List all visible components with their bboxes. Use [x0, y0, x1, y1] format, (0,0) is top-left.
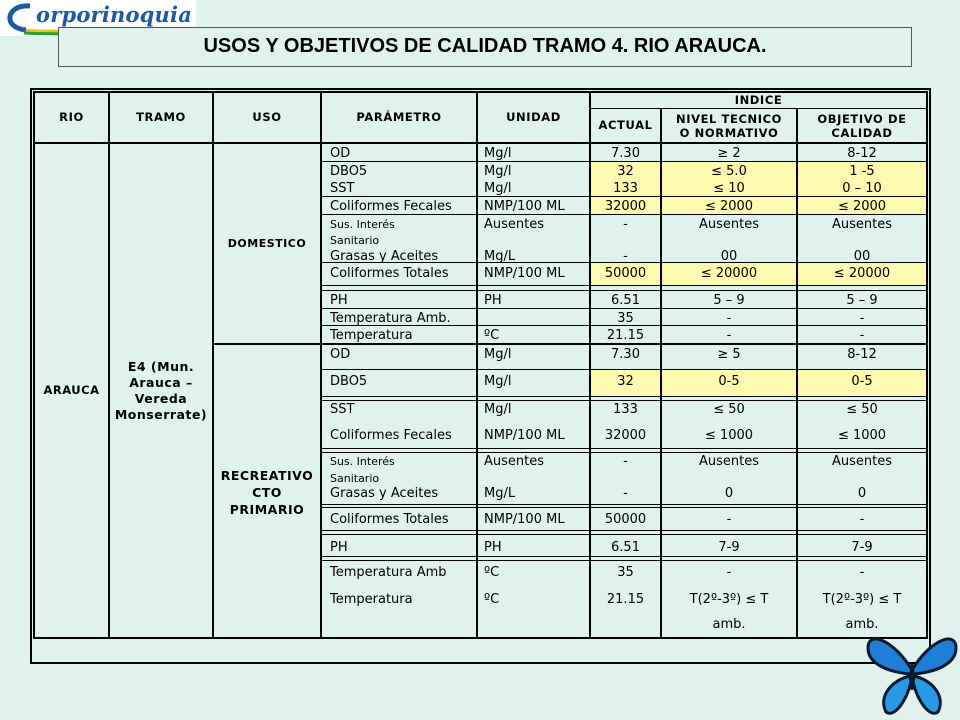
recreativo-cell-p: Sanitario — [330, 472, 380, 485]
recreativo-cell-u: PH — [484, 540, 502, 555]
domestico-cell-a: 32000 — [604, 199, 647, 214]
recreativo-cell-n: Ausentes — [698, 454, 759, 469]
title-box — [58, 27, 912, 67]
header-nivel-line1: NIVEL TECNICO — [675, 111, 783, 126]
header-unidad: UNIDAD — [506, 110, 561, 124]
domestico-cell-p: OD — [330, 146, 351, 161]
recreativo-cell-o: 7-9 — [851, 540, 873, 555]
domestico-cell-a: - — [623, 217, 628, 232]
domestico-cell-o: 8-12 — [847, 146, 877, 161]
domestico-cell-n: ≤ 5.0 — [711, 164, 747, 179]
recreativo-cell-o: 0 — [857, 486, 867, 501]
recreativo-cell-a: 50000 — [604, 512, 647, 527]
page-title: USOS Y OBJETIVOS DE CALIDAD TRAMO 4. RIO ARAUCA. — [203, 35, 767, 57]
domestico-cell-o: ≤ 2000 — [837, 199, 887, 214]
grid-line — [320, 452, 926, 453]
recreativo-cell-p: Temperatura — [330, 592, 413, 607]
recreativo-cell-n: ≥ 5 — [717, 347, 741, 362]
domestico-cell-a: 6.51 — [611, 293, 640, 308]
domestico-cell-n: ≤ 10 — [713, 181, 745, 196]
grid-line — [320, 504, 926, 505]
header-objetivo — [798, 109, 926, 142]
grid-line — [320, 556, 926, 557]
domestico-cell-p: Sanitario — [330, 234, 380, 247]
grid-line — [320, 285, 926, 286]
domestico-cell-u: PH — [484, 293, 502, 308]
domestico-cell-o: 0 – 10 — [842, 181, 882, 196]
domestico-cell-p: Coliformes Fecales — [330, 199, 452, 214]
recreativo-cell-o: T(2º-3º) ≤ T — [822, 592, 902, 607]
recreativo-cell-p: Grasas y Aceites — [330, 486, 439, 501]
recreativo-cell-u: ºC — [484, 592, 500, 607]
tramo-line: Arauca – — [129, 375, 193, 390]
recreativo-cell-a: 6.51 — [611, 540, 640, 555]
logo-text: orporinoquia — [36, 2, 193, 27]
domestico-cell-n: 00 — [720, 249, 738, 264]
grid-line — [320, 507, 926, 508]
grid-line — [320, 560, 926, 561]
grid-line — [212, 343, 926, 345]
domestico-cell-u: Ausentes — [484, 217, 545, 232]
recreativo-cell-a: 32 — [617, 374, 634, 389]
recreativo-cell-p: OD — [330, 347, 351, 362]
recreativo-cell-p: Temperatura Amb — [330, 565, 447, 580]
grid-line — [320, 530, 926, 531]
recreativo-cell-n: 0 — [724, 486, 734, 501]
uso-recreativo-line: PRIMARIO — [229, 502, 305, 517]
domestico-cell-n: Ausentes — [698, 217, 759, 232]
recreativo-cell-u: Mg/l — [484, 347, 512, 362]
domestico-cell-u: Mg/l — [484, 164, 512, 179]
recreativo-cell-n: ≤ 50 — [713, 402, 745, 417]
recreativo-cell-o: ≤ 50 — [846, 402, 878, 417]
header-uso: USO — [252, 110, 282, 124]
domestico-cell-n: ≥ 2 — [717, 146, 741, 161]
uso-recreativo — [214, 467, 320, 518]
recreativo-cell-n: 0-5 — [718, 374, 740, 389]
domestico-cell-n: ≤ 20000 — [700, 266, 758, 281]
domestico-cell-o: 5 – 9 — [846, 293, 878, 308]
domestico-cell-a: - — [623, 249, 628, 264]
recreativo-cell-a: 21.15 — [606, 592, 645, 607]
recreativo-cell-u: Mg/l — [484, 374, 512, 389]
recreativo-cell-u: Ausentes — [484, 454, 545, 469]
grid-line — [320, 214, 926, 215]
header-rio: RIO — [59, 110, 84, 124]
recreativo-cell-n: - — [726, 512, 732, 527]
domestico-cell-o: Ausentes — [831, 217, 892, 232]
grid-line — [320, 290, 926, 291]
recreativo-cell-u: Mg/L — [484, 486, 516, 501]
header-nivel — [662, 109, 796, 142]
grid-line — [320, 448, 926, 449]
recreativo-cell-o: Ausentes — [831, 454, 892, 469]
recreativo-cell-a: 32000 — [604, 428, 647, 443]
domestico-cell-a: 7.30 — [611, 146, 640, 161]
domestico-cell-n: - — [726, 328, 732, 343]
grid-line — [320, 161, 926, 162]
domestico-cell-u: ºC — [484, 328, 500, 343]
recreativo-cell-p: Coliformes Fecales — [330, 428, 452, 443]
domestico-cell-a: 133 — [613, 181, 638, 196]
header-indice: INDICE — [734, 93, 783, 107]
domestico-cell-p: Coliformes Totales — [330, 266, 449, 281]
tramo-line: E4 (Mun. — [127, 359, 195, 374]
domestico-cell-p: Temperatura — [330, 328, 413, 343]
recreativo-cell-o: - — [859, 512, 865, 527]
recreativo-cell-a: - — [623, 454, 628, 469]
domestico-cell-p: PH — [330, 293, 348, 308]
recreativo-cell-p: DBO5 — [330, 374, 368, 389]
domestico-cell-p: DBO5 — [330, 164, 368, 179]
recreativo-cell-o: - — [859, 565, 865, 580]
rio-cell: ARAUCA — [43, 383, 100, 397]
grid-line — [320, 369, 926, 370]
domestico-cell-p: Grasas y Aceites — [330, 249, 439, 264]
domestico-cell-a: 21.15 — [606, 328, 645, 343]
recreativo-cell-a: 133 — [613, 402, 638, 417]
header-nivel-line2: O NORMATIVO — [679, 125, 779, 140]
recreativo-cell-a: 7.30 — [611, 347, 640, 362]
domestico-cell-o: - — [859, 328, 865, 343]
grid-line — [320, 196, 926, 197]
recreativo-cell-p: Coliformes Totales — [330, 512, 449, 527]
domestico-cell-a: 50000 — [604, 266, 647, 281]
domestico-cell-u: NMP/100 ML — [484, 199, 565, 214]
recreativo-cell-n: T(2º-3º) ≤ T — [689, 592, 769, 607]
domestico-cell-u: Mg/l — [484, 181, 512, 196]
uso-domestico: DOMESTICO — [227, 237, 307, 250]
recreativo-cell-u: Mg/l — [484, 402, 512, 417]
grid-line — [320, 396, 926, 397]
domestico-cell-n: ≤ 2000 — [704, 199, 754, 214]
header-actual: ACTUAL — [598, 118, 653, 132]
recreativo-cell-u: ºC — [484, 565, 500, 580]
domestico-cell-u: Mg/l — [484, 146, 512, 161]
recreativo-cell-o: 0-5 — [851, 374, 873, 389]
domestico-cell-p: Temperatura Amb. — [330, 311, 451, 326]
recreativo-cell-p: Sus. Interés — [330, 455, 395, 468]
header-objetivo-line1: OBJETIVO DE — [817, 111, 907, 126]
tramo-cell — [110, 359, 212, 423]
domestico-cell-o: 00 — [853, 249, 871, 264]
tramo-line: Vereda — [134, 391, 188, 406]
recreativo-cell-o: ≤ 1000 — [837, 428, 887, 443]
recreativo-cell-n: 7-9 — [718, 540, 740, 555]
recreativo-cell-p: SST — [330, 402, 355, 417]
domestico-cell-n: - — [726, 311, 732, 326]
recreativo-cell-a: - — [623, 486, 628, 501]
header-objetivo-line2: CALIDAD — [831, 125, 893, 140]
domestico-cell-p: Sus. Interés — [330, 218, 395, 231]
domestico-cell-u: Mg/L — [484, 249, 516, 264]
tramo-line: Monserrate) — [114, 407, 208, 422]
grid-line — [320, 308, 926, 309]
domestico-cell-o: 1 -5 — [849, 164, 875, 179]
recreativo-cell-a: 35 — [617, 565, 634, 580]
recreativo-cell-p: PH — [330, 540, 348, 555]
domestico-cell-o: ≤ 20000 — [833, 266, 891, 281]
uso-recreativo-line: RECREATIVO — [220, 468, 314, 483]
recreativo-cell-u: NMP/100 ML — [484, 512, 565, 527]
butterfly-icon — [864, 630, 960, 720]
grid-line — [320, 400, 926, 401]
recreativo-cell-n: - — [726, 565, 732, 580]
recreativo-cell-n: amb. — [712, 617, 746, 632]
grid-line — [35, 142, 926, 144]
uso-recreativo-line: CTO — [252, 485, 282, 500]
domestico-cell-n: 5 – 9 — [713, 293, 745, 308]
domestico-cell-o: - — [859, 311, 865, 326]
header-tramo: TRAMO — [136, 110, 186, 124]
grid-line — [320, 534, 926, 535]
domestico-cell-p: SST — [330, 181, 355, 196]
domestico-cell-u: NMP/100 ML — [484, 266, 565, 281]
header-parametro: PARÁMETRO — [356, 110, 442, 124]
domestico-cell-a: 32 — [617, 164, 634, 179]
domestico-cell-a: 35 — [617, 311, 634, 326]
recreativo-cell-u: NMP/100 ML — [484, 428, 565, 443]
recreativo-cell-o: amb. — [845, 617, 879, 632]
recreativo-cell-o: 8-12 — [847, 347, 877, 362]
recreativo-cell-n: ≤ 1000 — [704, 428, 754, 443]
grid-line — [212, 91, 214, 639]
